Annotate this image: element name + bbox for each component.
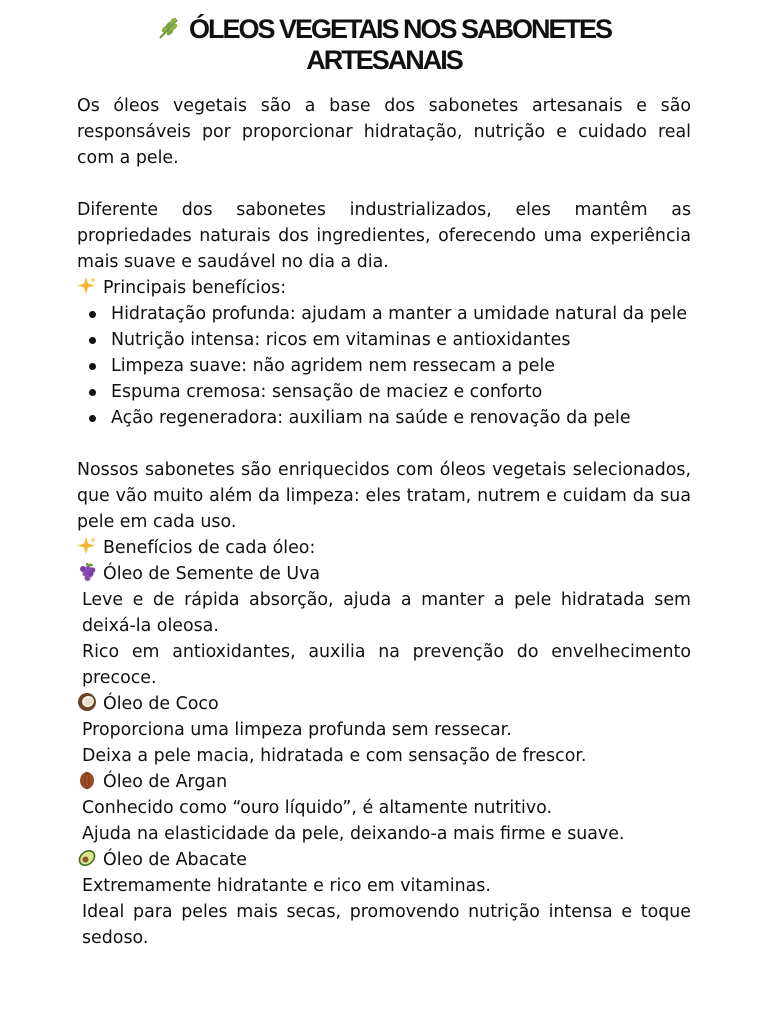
oil-description: Extremamente hidratante e rico em vitaminas. (82, 876, 491, 896)
oils-heading (77, 535, 691, 561)
bullet (89, 415, 96, 422)
sparkles-icon (77, 536, 97, 556)
list-item (111, 405, 691, 431)
oil-description: Rico em antioxidantes, auxilia na prevenção do envelhecimento precoce. (82, 642, 691, 688)
sparkles-icon (77, 276, 97, 296)
oil-heading-avocado (77, 847, 691, 873)
benefits-list (77, 301, 691, 431)
oil-description: Ideal para peles mais secas, promovendo nutrição intensa e toque sedoso. (82, 902, 691, 948)
list-item (111, 327, 691, 353)
benefit-text: Espuma cremosa: sensação de maciez e conforto (111, 382, 543, 402)
bullet (89, 363, 96, 370)
coconut-icon (77, 692, 97, 712)
spacer (77, 431, 691, 457)
grapes-icon (77, 562, 97, 582)
intro-paragraph-1: Os óleos vegetais são a base dos sabonetes artesanais e são responsáveis por proporcionar hidratação, nutrição e cuidado real com a pele. (77, 96, 691, 168)
benefits-heading (77, 275, 691, 301)
benefits-heading-text: Principais benefícios: (103, 278, 287, 298)
oil-description: Conhecido como “ouro líquido”, é altamente nutritivo. (82, 798, 553, 818)
oil-name: Óleo de Abacate (103, 850, 247, 870)
enriched-paragraph: Nossos sabonetes são enriquecidos com óleos vegetais selecionados, que vão muito além da limpeza: eles tratam, nutrem e cuidam da sua pele em cada uso. (77, 460, 691, 532)
herb-icon (157, 15, 183, 41)
oil-name: Óleo de Semente de Uva (103, 564, 321, 584)
bullet (89, 389, 96, 396)
oil-heading-coconut (77, 691, 691, 717)
oil-heading-argan (77, 769, 691, 795)
document-body (77, 93, 691, 951)
oil-description: Ajuda na elasticidade da pele, deixando-a mais firme e suave. (82, 824, 625, 844)
intro-paragraph-2: Diferente dos sabonetes industrializados, eles mantêm as propriedades naturais dos ingredientes, oferecendo uma experiência mais suave e saudável no dia a dia. (77, 200, 691, 272)
oil-description: Leve e de rápida absorção, ajuda a manter a pele hidratada sem deixá-la oleosa. (82, 590, 691, 636)
oil-heading-grape (77, 561, 691, 587)
page-title-text: ÓLEOS VEGETAIS NOS SABONETES ARTESANAIS (188, 14, 612, 75)
benefit-text: Limpeza suave: não agridem nem ressecam a pele (111, 356, 555, 376)
benefit-text: Hidratação profunda: ajudam a manter a umidade natural da pele (111, 304, 688, 324)
oils-heading-text: Benefícios de cada óleo: (103, 538, 316, 558)
oil-description: Proporciona uma limpeza profunda sem ressecar. (82, 720, 512, 740)
avocado-icon (77, 848, 97, 868)
oil-name: Óleo de Coco (103, 694, 219, 714)
list-item (111, 379, 691, 405)
benefit-text: Ação regeneradora: auxiliam na saúde e renovação da pele (111, 408, 631, 428)
spacer (77, 171, 691, 197)
list-item (111, 301, 691, 327)
bullet (89, 337, 96, 344)
benefit-text: Nutrição intensa: ricos em vitaminas e antioxidantes (111, 330, 571, 350)
page-title (90, 14, 678, 76)
oil-description: Deixa a pele macia, hidratada e com sensação de frescor. (82, 746, 587, 766)
oil-name: Óleo de Argan (103, 772, 228, 792)
argan-nut-icon (77, 770, 97, 790)
bullet (89, 311, 96, 318)
list-item (111, 353, 691, 379)
